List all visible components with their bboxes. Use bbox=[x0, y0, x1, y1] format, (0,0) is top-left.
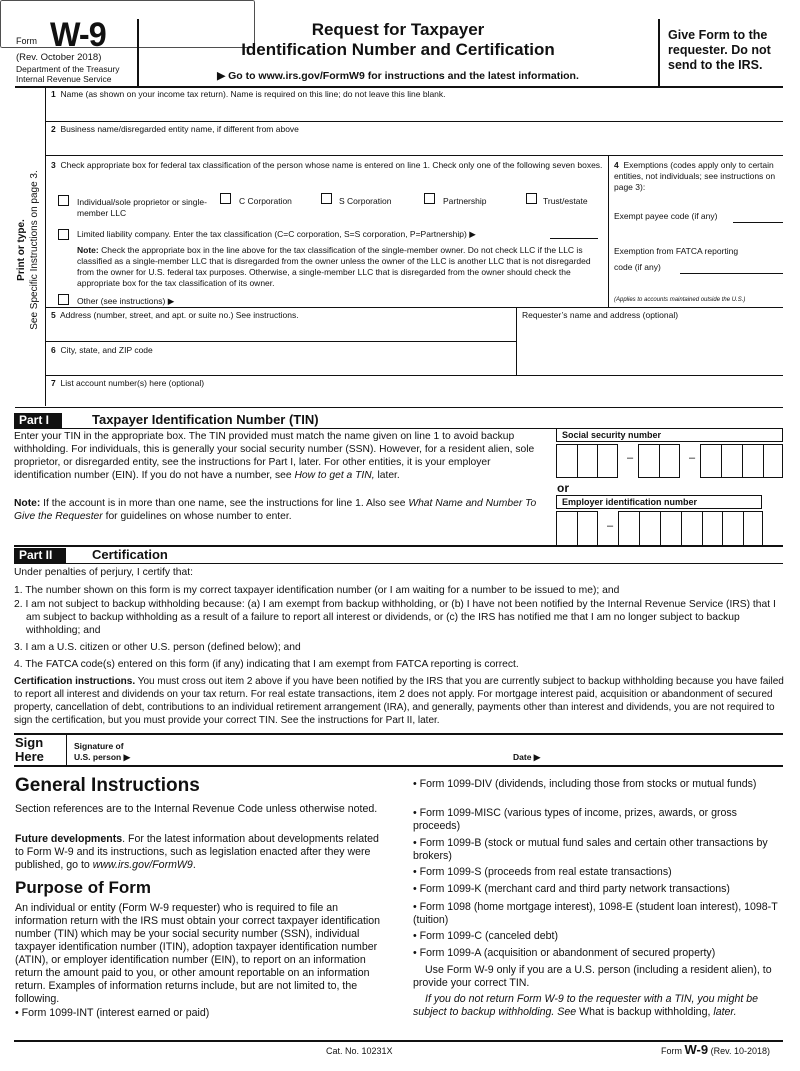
label-s-corporation: S Corporation bbox=[339, 196, 392, 206]
divider bbox=[45, 375, 783, 376]
backup-withholding-warning: If you do not return Form W-9 to the requester with a TIN, you might be subject to backup withholding. See What is backup withholding, later. bbox=[413, 993, 759, 1018]
sign-here-label: Sign Here bbox=[15, 735, 44, 764]
ssn-dash2: – bbox=[689, 452, 696, 464]
divider bbox=[45, 341, 516, 342]
department-line2: Internal Revenue Service bbox=[16, 74, 112, 84]
llc-classification-input[interactable] bbox=[550, 226, 598, 239]
bullet-1099-div: • Form 1099-DIV (dividends, including those from stocks or mutual funds) bbox=[413, 778, 757, 790]
bullet-1098: • Form 1098 (home mortgage interest), 1098-E (student loan interest), 1098-T (tuition) bbox=[413, 901, 778, 926]
purpose-heading: Purpose of Form bbox=[15, 878, 152, 897]
cert-instructions: Certification instructions. You must cross out item 2 above if you have been notified by the IRS that you are currently subject to backup withholding because you have failed to report all interest and dividends on your tax return. For real estate transactions, item 2 does not apply. For mortgage interest paid, acquisition or abandonment of secured property, cancellation of debt, contributions to an individual retirement arrangement (IRA), and generally, payments other than interest and dividends, you are not required to sign the certification, but you must provide your correct TIN. See the instructions for Part II, later. bbox=[14, 676, 784, 726]
footer-form-id: Form W-9 (Rev. 10-2018) bbox=[661, 1042, 770, 1057]
bullet-1099-b: • Form 1099-B (stock or mutual fund sales and certain other transactions by brokers) bbox=[413, 837, 768, 862]
label-individual: Individual/sole proprietor or single-member LLC bbox=[77, 197, 207, 218]
catalog-number: Cat. No. 10231X bbox=[326, 1046, 393, 1056]
ssn-group-input[interactable] bbox=[638, 444, 680, 478]
line1-label: 1 Name (as shown on your income tax return). Name is required on this line; do not leave this line blank. bbox=[51, 89, 446, 99]
address-input[interactable] bbox=[60, 322, 510, 340]
bullet-1099-int: • Form 1099-INT (interest earned or paid) bbox=[15, 1007, 210, 1019]
revision-date: (Rev. October 2018) bbox=[16, 52, 102, 63]
ein-label: Employer identification number bbox=[556, 495, 762, 509]
account-numbers-input[interactable] bbox=[60, 390, 760, 405]
ein-prefix-input[interactable] bbox=[556, 511, 598, 546]
line4-label: 4 Exemptions (codes apply only to certain entities, not individuals; see instructions on page 3): bbox=[614, 160, 776, 192]
sign-divider bbox=[66, 735, 67, 766]
fatca-label-line2: code (if any) bbox=[614, 262, 661, 272]
section-references: Section references are to the Internal Revenue Code unless otherwise noted. bbox=[15, 803, 378, 815]
fatca-code-input[interactable] bbox=[680, 261, 783, 274]
line7-label: 7 List account number(s) here (optional) bbox=[51, 378, 205, 388]
date-input[interactable] bbox=[550, 747, 775, 764]
bullet-1099-s: • Form 1099-S (proceeds from real estate transactions) bbox=[413, 866, 672, 878]
checkbox-partnership[interactable] bbox=[424, 193, 435, 204]
cert-item-3: 3. I am a U.S. citizen or other U.S. person (defined below); and bbox=[14, 642, 301, 653]
bullet-1099-misc: • Form 1099-MISC (various types of income, prizes, awards, or gross proceeds) bbox=[413, 807, 737, 832]
use-form-text: Use Form W-9 only if you are a U.S. person (including a resident alien), to provide your correct TIN. bbox=[413, 964, 772, 989]
divider bbox=[15, 407, 783, 408]
sidebar-rule bbox=[45, 88, 46, 406]
date-label: Date ▶ bbox=[513, 752, 541, 762]
label-trust-estate: Trust/estate bbox=[543, 196, 588, 206]
checkbox-individual[interactable] bbox=[58, 195, 69, 206]
ssn-area-input[interactable] bbox=[556, 444, 618, 478]
part1-title: Taxpayer Identification Number (TIN) bbox=[92, 412, 319, 427]
requester-divider bbox=[516, 307, 517, 375]
header-divider-right bbox=[658, 19, 660, 87]
future-developments: Future developments. For the latest information about developments related to Form W-9 and its instructions, such as legislation enacted after they were published, go to www.irs.gov/FormW9. bbox=[15, 833, 379, 871]
cert-item-1: 1. The number shown on this form is my correct taxpayer identification number (or I am waiting for a number to be issued to me); and bbox=[14, 585, 620, 596]
bullet-1099-c: • Form 1099-C (canceled debt) bbox=[413, 930, 559, 942]
divider bbox=[45, 121, 783, 122]
divider bbox=[45, 155, 783, 156]
city-state-zip-input[interactable] bbox=[60, 357, 510, 374]
or-label: or bbox=[557, 481, 569, 495]
requester-label: Requester’s name and address (optional) bbox=[522, 310, 679, 320]
line2-label: 2 Business name/disregarded entity name, if different from above bbox=[51, 124, 299, 134]
ssn-label: Social security number bbox=[556, 428, 783, 442]
bullet-1099-k: • Form 1099-K (merchant card and third party network transactions) bbox=[413, 883, 730, 895]
form-title-line2: Identification Number and Certification bbox=[241, 40, 555, 59]
form-label: Form bbox=[16, 36, 37, 46]
checkbox-c-corporation[interactable] bbox=[220, 193, 231, 204]
bullet-1099-a: • Form 1099-A (acquisition or abandonment of secured property) bbox=[413, 947, 716, 959]
checkbox-other[interactable] bbox=[58, 294, 69, 305]
part2-title: Certification bbox=[92, 547, 168, 562]
checkbox-s-corporation[interactable] bbox=[321, 193, 332, 204]
label-partnership: Partnership bbox=[443, 196, 487, 206]
business-name-input[interactable] bbox=[60, 137, 760, 155]
checkbox-trust-estate[interactable] bbox=[526, 193, 537, 204]
divider bbox=[14, 733, 783, 735]
general-instructions-heading: General Instructions bbox=[15, 775, 200, 796]
give-form-notice: Give Form to the requester. Do not send to the IRS. bbox=[668, 28, 771, 72]
label-llc: Limited liability company. Enter the tax classification (C=C corporation, S=S corporation, P=Partnership) ▶ bbox=[77, 229, 476, 239]
header-rule bbox=[15, 86, 783, 88]
label-other: Other (see instructions) ▶ bbox=[77, 296, 175, 306]
divider bbox=[45, 307, 783, 308]
form-number: W-9 bbox=[50, 16, 106, 54]
checkbox-llc[interactable] bbox=[58, 229, 69, 240]
sidebar-see-instructions: See Specific Instructions on page 3. bbox=[29, 170, 40, 330]
exempt-payee-input[interactable] bbox=[733, 210, 783, 223]
ssn-dash1: – bbox=[627, 452, 634, 464]
fatca-note: (Applies to accounts maintained outside the U.S.) bbox=[614, 297, 746, 303]
department-line1: Department of the Treasury bbox=[16, 64, 120, 74]
other-input[interactable] bbox=[190, 294, 600, 307]
sidebar-print-type: Print or type. bbox=[16, 219, 27, 281]
ein-dash: – bbox=[607, 520, 614, 532]
signature-input[interactable] bbox=[140, 745, 500, 763]
goto-instructions-link[interactable]: ▶ Go to www.irs.gov/FormW9 for instructions and the latest information. bbox=[217, 70, 579, 82]
line5-label: 5 Address (number, street, and apt. or suite no.) See instructions. bbox=[51, 310, 299, 320]
form-title-line1: Request for Taxpayer bbox=[311, 20, 485, 39]
ssn-serial-input[interactable] bbox=[700, 444, 783, 478]
cert-intro: Under penalties of perjury, I certify that: bbox=[14, 567, 193, 578]
purpose-text: An individual or entity (Form W-9 requester) who is required to file an information return with the IRS must obtain your correct taxpayer identification number (TIN) which may be your social security number (SSN), individual taxpayer identification number (ITIN), adoption taxpayer identification number (ATIN), or employer identification number (EIN), to report on an information return the amount paid to you, or other amount reportable on an information return. Examples of information returns include, but are not limited to, the following. bbox=[15, 902, 381, 1005]
part1-note: Note: If the account is in more than one name, see the instructions for line 1. Also see What Name and Number To Give the Requester for guidelines on whose number to enter. bbox=[14, 498, 537, 522]
line6-label: 6 City, state, and ZIP code bbox=[51, 345, 153, 355]
cert-item-4: 4. The FATCA code(s) entered on this form (if any) indicating that I am exempt from FATCA reporting is correct. bbox=[14, 659, 519, 670]
exemptions-divider bbox=[608, 155, 609, 308]
part1-body: Enter your TIN in the appropriate box. The TIN provided must match the name given on line 1 to avoid backup withholding. For individuals, this is generally your social security number (SSN). However, for a resident alien, sole proprietor, or disregarded entity, see the instructions for Part I, later. For other entities, it is your employer identification number (EIN). If you do not have a number, see How to get a TIN, later. bbox=[14, 431, 535, 481]
divider bbox=[14, 765, 783, 767]
ein-suffix-input[interactable] bbox=[618, 511, 763, 546]
name-input[interactable] bbox=[60, 102, 760, 120]
line3-label: 3 Check appropriate box for federal tax classification of the person whose name is entered on line 1. Check only one of the following seven boxes. bbox=[51, 160, 603, 170]
signature-label: Signature of U.S. person ▶ bbox=[74, 741, 131, 762]
fatca-label-line1: Exemption from FATCA reporting bbox=[614, 246, 739, 256]
sidebar-note bbox=[8, 150, 48, 350]
label-c-corporation: C Corporation bbox=[239, 196, 292, 206]
cert-item-2: 2. I am not subject to backup withholding because: (a) I am exempt from backup withholding, or (b) I have not been notified by the Internal Revenue Service (IRS) that I am subject to backup withholding as a result of a failure to report all interest or dividends, or (c) the IRS has notified me that I am no longer subject to backup withholding; and bbox=[14, 599, 776, 636]
divider bbox=[14, 563, 783, 564]
part1-tag: Part I bbox=[14, 413, 62, 428]
exempt-payee-label: Exempt payee code (if any) bbox=[614, 211, 718, 221]
part2-tag: Part II bbox=[14, 548, 66, 563]
llc-note: Note: Check the appropriate box in the line above for the tax classification of the single-member owner. Do not check LLC if the LLC is classified as a single-member LLC that is disregarded from the owner unless the owner of the LLC is another LLC that is not disregarded from the owner for U.S. federal tax purposes. Otherwise, a single-member LLC that is disregarded from the owner should check the appropriate box for the tax classification of its owner. bbox=[77, 245, 591, 288]
